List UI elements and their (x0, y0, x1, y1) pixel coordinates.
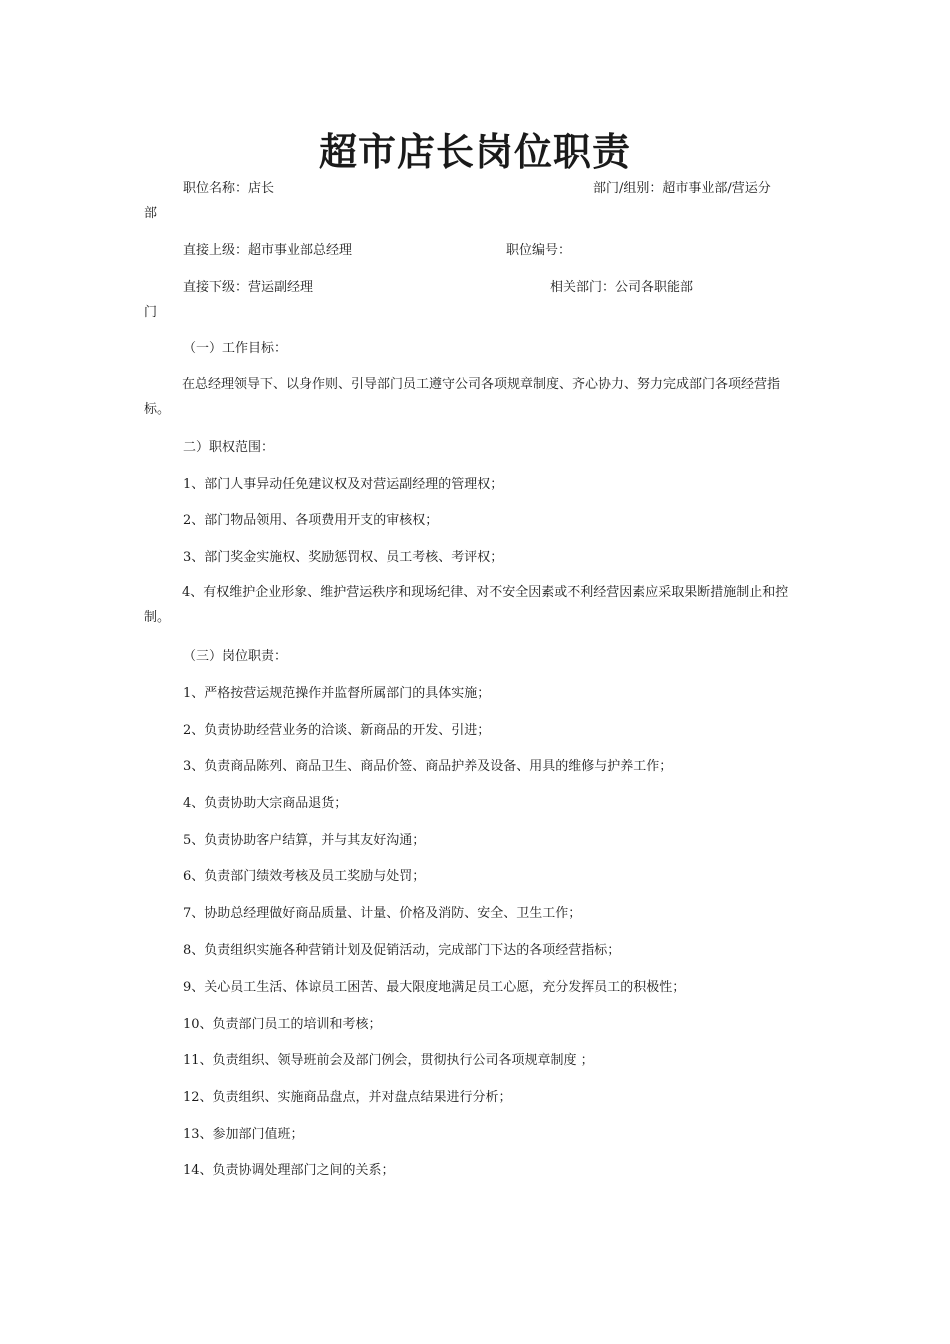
section-duties-heading: （三）岗位职责： (183, 649, 288, 664)
dept-group: 部门/组别：超市事业部/营运分 (593, 181, 771, 196)
section-work-goal-text: 在总经理领导下、以身作则、引导部门员工遵守公司各项规章制度、齐心协力、努力完成部门各项经营指标。 (144, 377, 781, 417)
section-work-goal-heading: （一）工作目标： (183, 341, 288, 356)
duty-item: 3、负责商品陈列、商品卫生、商品价签、商品护养及设备、用具的维修与护养工作； (183, 759, 673, 774)
duty-item: 13、参加部门值班； (183, 1127, 304, 1142)
duty-item: 4、负责协助大宗商品退货； (183, 796, 348, 811)
section-authority-heading: 二）职权范围： (183, 440, 275, 455)
duty-item: 12、负责组织、实施商品盘点，并对盘点结果进行分析； (183, 1090, 512, 1105)
duty-item: 8、负责组织实施各种营销计划及促销活动，完成部门下达的各项经营指标； (183, 943, 621, 958)
position-code: 职位编号： (506, 243, 572, 258)
position-name: 职位名称：店长 (183, 181, 275, 196)
duty-item: 9、关心员工生活、体谅员工困苦、最大限度地满足员工心愿，充分发挥员工的积极性； (183, 980, 686, 995)
authority-item: 2、部门物品领用、各项费用开支的审核权； (183, 513, 439, 528)
related-department-wrap: 门 (144, 305, 158, 320)
duty-item: 1、严格按营运规范操作并监督所属部门的具体实施； (183, 686, 491, 701)
related-department: 相关部门：公司各职能部 (550, 280, 694, 295)
authority-item: 4、有权维护企业形象、维护营运秩序和现场纪律、对不安全因素或不利经营因素应采取果断措施制止和控制。 (144, 585, 789, 625)
duty-item: 11、负责组织、领导班前会及部门例会，贯彻执行公司各项规章制度 ； (183, 1053, 594, 1068)
direct-subordinate: 直接下级：营运副经理 (183, 280, 314, 295)
authority-item: 3、部门奖金实施权、奖励惩罚权、员工考核、考评权； (183, 550, 504, 565)
duty-item: 2、负责协助经营业务的洽谈、新商品的开发、引进； (183, 723, 491, 738)
direct-supervisor: 直接上级：超市事业部总经理 (183, 243, 353, 258)
duty-item: 7、协助总经理做好商品质量、计量、价格及消防、安全、卫生工作； (183, 906, 582, 921)
duty-item: 10、负责部门员工的培训和考核； (183, 1017, 382, 1032)
authority-item: 1、部门人事异动任免建议权及对营运副经理的管理权； (183, 477, 504, 492)
duty-item: 14、负责协调处理部门之间的关系； (183, 1163, 395, 1178)
dept-group-wrap: 部 (144, 206, 158, 221)
duty-item: 5、负责协助客户结算，并与其友好沟通； (183, 833, 426, 848)
document-title: 超市店长岗位职责 (318, 129, 631, 174)
duty-item: 6、负责部门绩效考核及员工奖励与处罚； (183, 869, 426, 884)
